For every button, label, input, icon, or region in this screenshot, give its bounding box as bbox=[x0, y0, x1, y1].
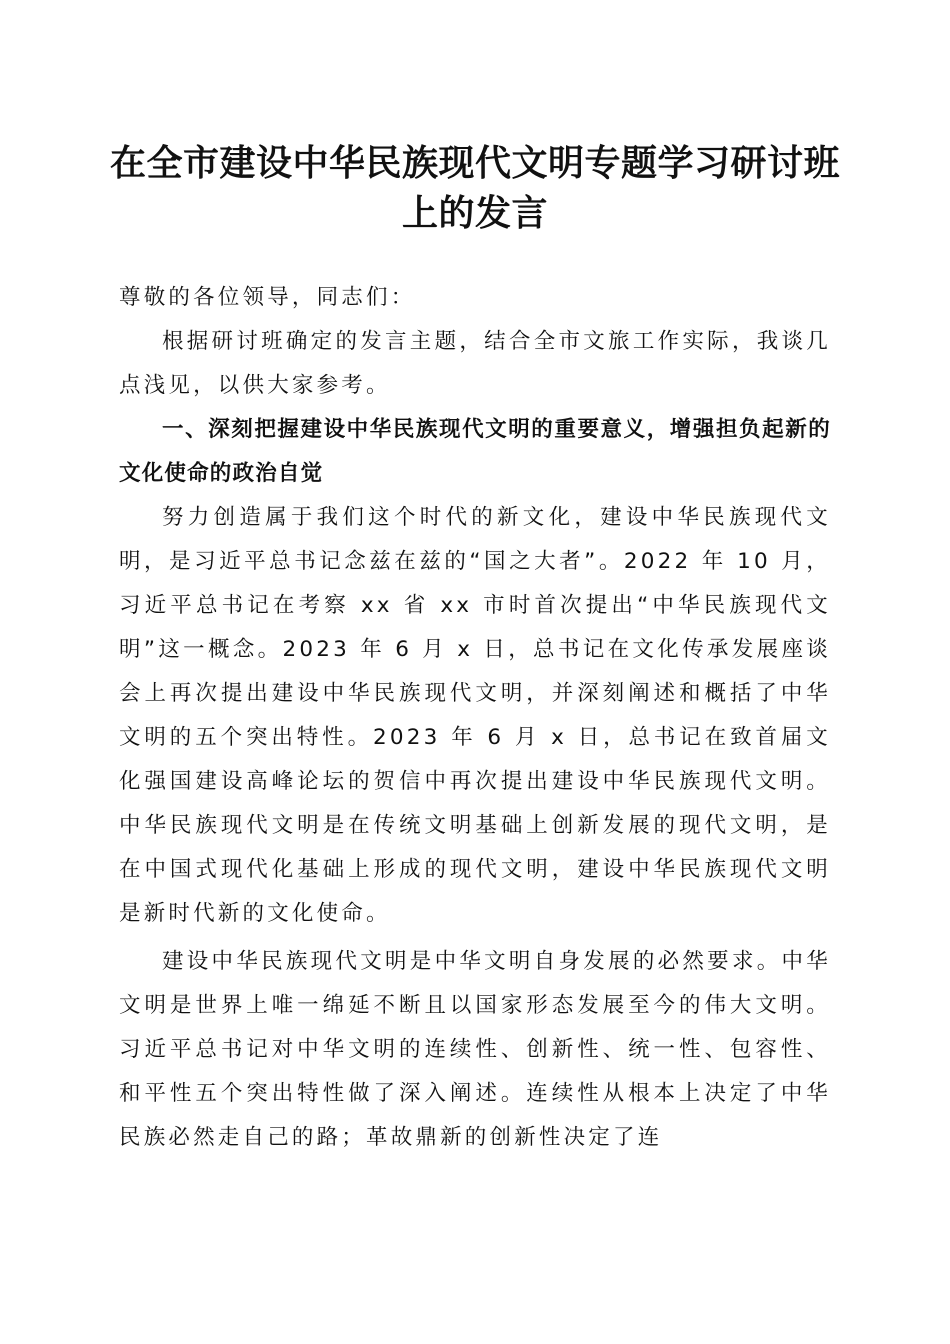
section-one-heading: 一、深刻把握建设中华民族现代文明的重要意义，增强担负起新的文化使命的政治自觉 bbox=[119, 417, 831, 486]
body-paragraph: 努力创造属于我们这个时代的新文化，建设中华民族现代文明，是习近平总书记念兹在兹的“国之大者”。2022 年 10 月，习近平总书记在考察 xx 省 xx 市时首次提出“中华民族现代文明”这一概念。2023 年 6 月 x 日，总书记在文化传承发展座谈会上再次提出建设中华民族现代文明，并深刻阐述和概括了中华文明的五个突出特性。2023 年 6 月 x 日，总书记在致首届文化强国建设高峰论坛的贺信中再次提出建设中华民族现代文明。中华民族现代文明是在传统文明基础上创新发展的现代文明，是在中国式现代化基础上形成的现代文明，建设中华民族现代文明是新时代新的文化使命。 bbox=[119, 505, 831, 926]
salutation: 尊敬的各位领导，同志们： bbox=[119, 285, 416, 310]
document-body bbox=[119, 276, 831, 1160]
body-paragraph: 建设中华民族现代文明是中华文明自身发展的必然要求。中华文明是世界上唯一绵延不断且以国家形态发展至今的伟大文明。习近平总书记对中华文明的连续性、创新性、统一性、包容性、和平性五个突出特性做了深入阐述。连续性从根本上决定了中华民族必然走自己的路；革故鼎新的创新性决定了连 bbox=[119, 949, 831, 1150]
document-title: 在全市建设中华民族现代文明专题学习研讨班上的发言 bbox=[109, 142, 840, 234]
intro-paragraph: 根据研讨班确定的发言主题，结合全市文旅工作实际，我谈几点浅见，以供大家参考。 bbox=[119, 329, 831, 398]
